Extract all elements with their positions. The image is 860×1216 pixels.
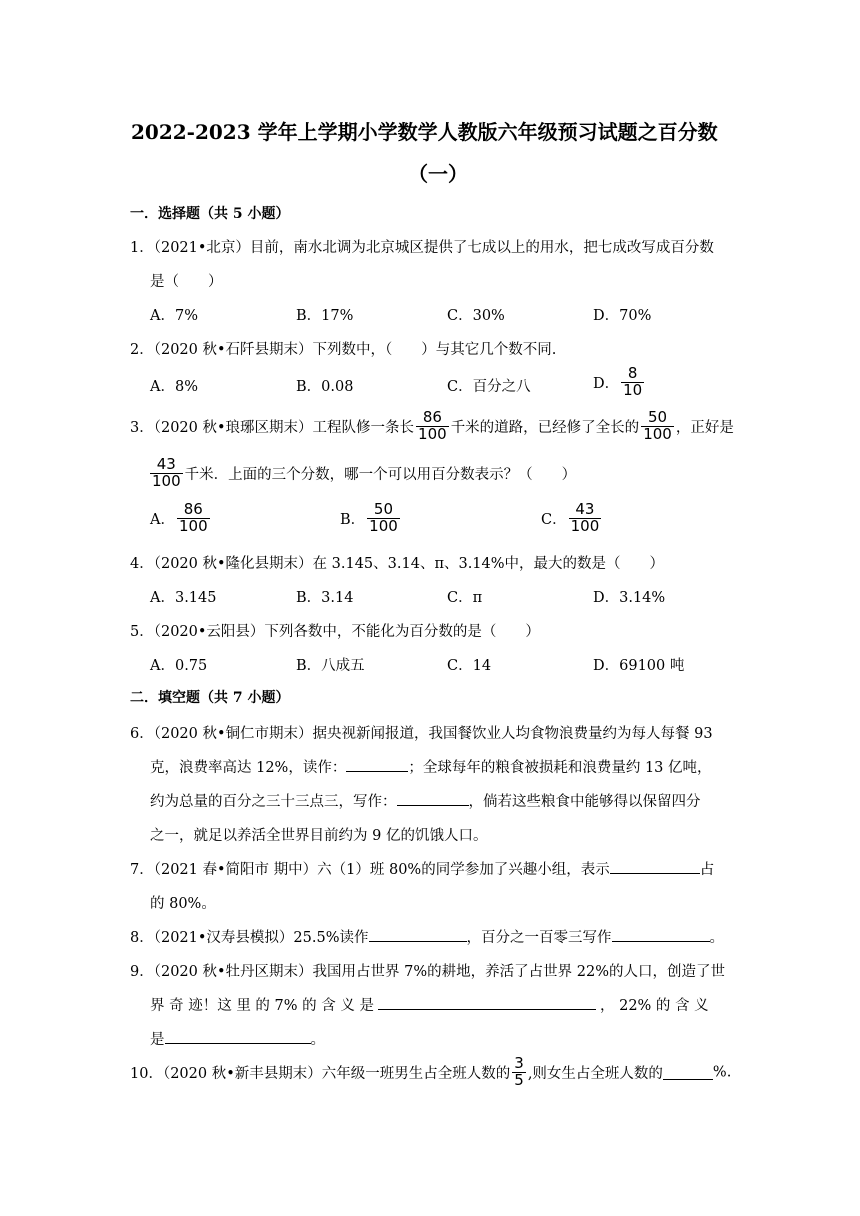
q3-text-a: 3．（2020 秋•琅琊区期末）工程队修一条长	[130, 419, 415, 436]
question-6-text: 6．（2020 秋•铜仁市期末）据央视新闻报道，我国餐饮业人均食物浪费量约为每人每餐 93	[130, 726, 713, 742]
q2-option-b: B．0.08	[296, 379, 354, 395]
answer-blank[interactable]	[610, 859, 700, 874]
q8-text-b: ，百分之一百零三写作	[466, 930, 612, 946]
q8-text-c: 。	[709, 930, 724, 946]
q8-text-a: 8．（2021•汉寿县模拟）25.5%读作	[130, 930, 369, 946]
q5-option-a: A．0.75	[150, 658, 208, 674]
question-3-text-cont	[148, 457, 576, 490]
numerator: 86	[422, 408, 442, 426]
denominator: 100	[643, 424, 672, 443]
question-4-text: 4．（2020 秋•隆化县期末）在 3.145、3.14、π、3.14%中，最大的数是（ ）	[130, 556, 665, 572]
answer-blank[interactable]	[369, 927, 467, 942]
numerator: 3	[514, 1054, 524, 1072]
numerator: 8	[627, 364, 638, 382]
q3-option-c	[541, 502, 603, 535]
denominator: 10	[623, 380, 643, 399]
numerator: 50	[373, 500, 394, 518]
q3-text-b: 千米的道路，已经修了全长的	[450, 419, 640, 436]
section-heading-choice: 一．选择题（共 5 小题）	[130, 206, 290, 222]
fraction	[150, 457, 183, 490]
denominator: 100	[418, 424, 447, 443]
q4-option-d: D．3.14%	[593, 590, 666, 606]
numerator: 43	[575, 500, 595, 518]
question-2-text: 2．（2020 秋•石阡县期末）下列数中，（ ）与其它几个数不同.	[130, 342, 557, 358]
denominator: 100	[570, 516, 600, 535]
question-6-line-3	[150, 790, 701, 811]
page-title: 2022-2023 学年上学期小学数学人教版六年级预习试题之百分数	[131, 120, 718, 144]
fraction	[367, 502, 400, 535]
question-7-line-2: 的 80%。	[150, 896, 216, 912]
q4-option-c: C．π	[447, 590, 483, 606]
q10-text-c: %.	[712, 1064, 732, 1081]
denominator: 100	[152, 471, 181, 490]
answer-blank[interactable]	[663, 1065, 713, 1080]
fraction	[621, 366, 644, 399]
q1-option-c: C．30%	[447, 308, 505, 324]
question-8-text	[130, 926, 724, 947]
fraction	[416, 410, 449, 443]
q4-option-a: A．3.145	[150, 590, 217, 606]
answer-blank[interactable]	[612, 927, 710, 942]
fraction	[641, 410, 674, 443]
question-5-text: 5．（2020•云阳县）下列各数中，不能化为百分数的是（ ）	[130, 624, 540, 640]
q1-option-b: B．17%	[296, 308, 354, 324]
question-1-text-cont: 是（ ）	[150, 274, 223, 290]
question-9-text: 9．（2020 秋•牡丹区期末）我国用占世界 7%的耕地，养活了占世界 22%的人口，创造了世	[130, 964, 725, 980]
question-7-text	[130, 858, 714, 879]
question-3-text	[130, 410, 734, 443]
q3-text-c: ，正好是	[675, 419, 734, 436]
q9-text-b: ， 22% 的 含 义	[599, 998, 709, 1014]
q6-text-d: ，倘若这些粮食中能够得以保留四分	[468, 794, 701, 810]
page-title-continued: （一）	[408, 162, 468, 186]
q3-option-b	[340, 502, 402, 535]
q2-option-d	[593, 366, 646, 399]
q7-text-a: 7．（2021 春•简阳市 期中）六（1）班 80%的同学参加了兴趣小组，表示	[130, 862, 610, 878]
fraction	[177, 502, 210, 535]
question-10-text	[130, 1056, 731, 1089]
numerator: 50	[647, 408, 668, 426]
denominator: 100	[369, 516, 398, 535]
q2-option-a: A．8%	[150, 379, 198, 395]
q10-text-a: 10．（2020 秋•新丰县期末）六年级一班男生占全班人数的	[130, 1065, 511, 1082]
question-9-line-3	[150, 1028, 325, 1049]
q2-option-d-label: D．	[593, 375, 620, 392]
q7-text-b: 占	[699, 862, 715, 878]
answer-blank[interactable]	[397, 791, 469, 806]
section-heading-fill: 二．填空题（共 7 小题）	[130, 690, 290, 706]
answer-blank[interactable]	[346, 757, 408, 772]
q3-option-c-label: C．	[541, 511, 567, 528]
denominator: 100	[178, 516, 208, 535]
q3-text-d: 千米．上面的三个分数，哪一个可以用百分数表示？（ ）	[184, 466, 577, 483]
q6-text-b: ；全球每年的粮食被损耗和浪费量约 13 亿吨，	[408, 760, 712, 776]
answer-blank[interactable]	[165, 1029, 311, 1044]
numerator: 86	[183, 500, 203, 518]
q9-text-a: 界 奇 迹！这 里 的 7% 的 含 义 是	[150, 998, 374, 1014]
q2-option-c: C．百分之八	[447, 379, 531, 395]
q10-text-b: ,则女生占全班人数的	[527, 1065, 663, 1082]
q5-option-d: D．69100 吨	[593, 658, 685, 674]
q3-option-a-label: A．	[150, 511, 175, 528]
q6-text-a: 克，浪费率高达 12%，读作：	[150, 760, 347, 776]
q3-option-b-label: B．	[340, 511, 366, 528]
q1-option-d: D．70%	[593, 308, 652, 324]
question-6-line-4: 之一，就足以养活全世界目前约为 9 亿的饥饿人口。	[150, 828, 488, 844]
numerator: 43	[156, 455, 176, 473]
q9-text-c: 是	[150, 1032, 165, 1048]
q6-text-c: 约为总量的百分之三十三点三，写作：	[150, 794, 397, 810]
q3-option-a	[150, 502, 212, 535]
answer-blank[interactable]	[378, 995, 596, 1010]
fraction	[512, 1056, 526, 1089]
q5-option-b: B．八成五	[296, 658, 365, 674]
q9-text-d: 。	[310, 1032, 325, 1048]
q5-option-c: C．14	[447, 658, 492, 674]
question-6-line-2	[150, 756, 712, 777]
q4-option-b: B．3.14	[296, 590, 354, 606]
fraction	[569, 502, 602, 535]
q1-option-a: A．7%	[150, 308, 198, 324]
question-1-text: 1．（2021•北京）目前，南水北调为北京城区提供了七成以上的用水，把七成改写成百分数	[130, 240, 714, 256]
denominator: 5	[514, 1070, 524, 1089]
question-9-line-2	[150, 994, 709, 1015]
